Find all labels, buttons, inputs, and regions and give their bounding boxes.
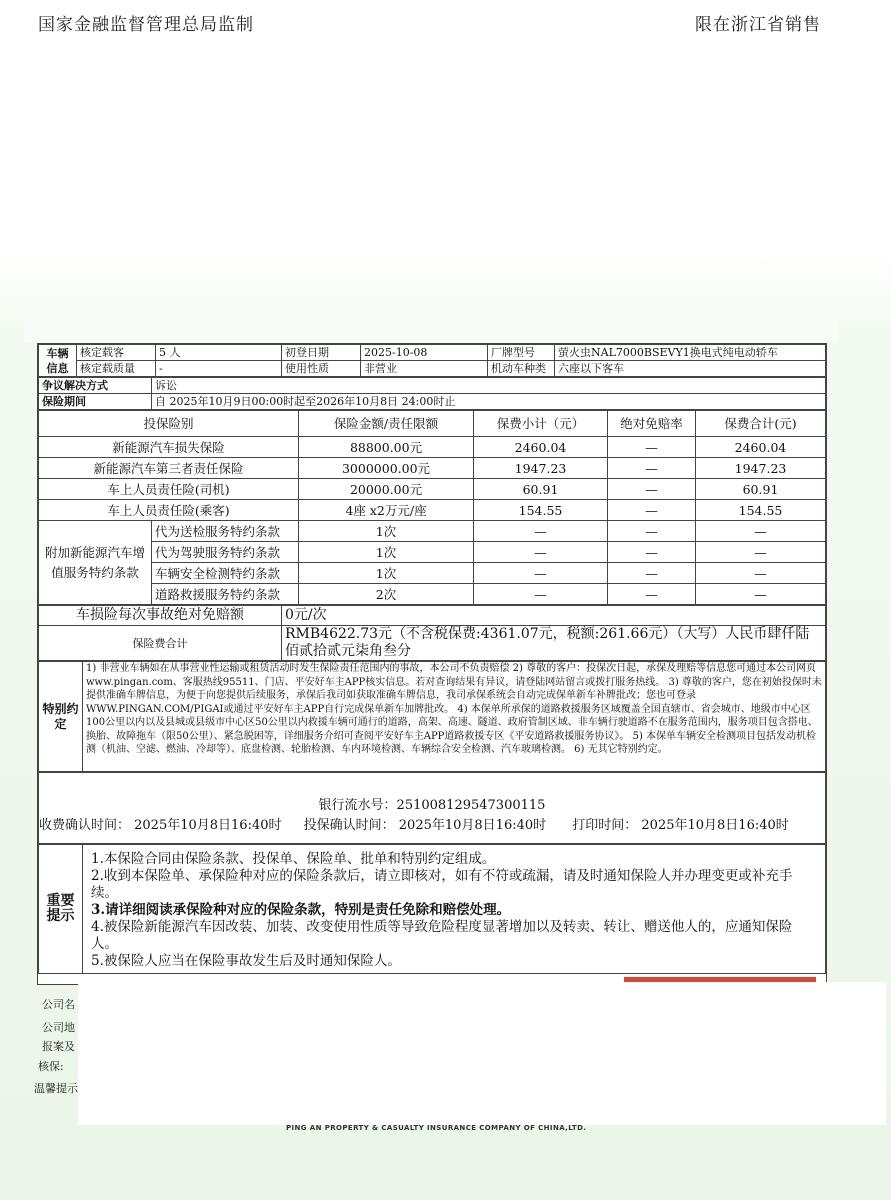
coverage-name: 新能源汽车损失保险 <box>39 437 299 458</box>
coverage-amount: 20000.00元 <box>299 479 474 500</box>
header-supervisor: 国家金融监督管理总局监制 <box>38 15 254 35</box>
coverage-deductible: — <box>608 458 696 479</box>
coverage-name: 新能源汽车第三者责任保险 <box>39 458 299 479</box>
vehicle-type-key: 机动车种类 <box>488 361 555 377</box>
reg-date-value: 2025-10-08 <box>361 345 488 361</box>
reg-date-key: 初登日期 <box>282 345 361 361</box>
addon-total: — <box>696 584 826 605</box>
company-address-label: 公司地 <box>42 1021 75 1034</box>
addon-subtotal: — <box>474 542 608 563</box>
special-text: 1) 非营业车辆如在从事营业性运输或租赁活动时发生保险责任范围内的事故，本公司不负责赔偿 2) 尊敬的客户：投保次日起，承保及理赔等信息您可通过本公司网页www.pingan.com、客服热线95511、门店、平安好车主APP核实信息。若对查询结果有异议，请登陆网站留言或拨打服务热线。 3) 尊敬的客户，您在初始投保时未提供准确车牌信息，为便于向您提供后续服务，承保后我司如获取准确车牌信息，我司承保系统会自动完成保单新车补牌批改；您也可登录WWW.PINGAN.COM/PIGAI或通过平安好车主APP自行完成保单新车加牌批改。 4) 本保单所承保的道路救援服务区域覆盖全国直辖市、省会城市、地级市中心区100公里以内以及县城或县级市中心区50公里以内救援车辆可通行的道路，高架、高速、隧道、政府管制区域、非车辆行驶道路不在服务范围内，服务项目包含搭电、换胎、故障拖车（限50公里）、紧急脱困等，详细服务介绍可查阅平安好车主APP道路救援专区《平安道路救援服务协议》。 5) 本保单车辆安全检测项目包括发动机检测（机油、空滤、燃油、冷却等）、底盘检测、轮胎检测、车内环境检测、车辆综合安全检测、汽车玻璃检测。 6) 无其它特别约定。 <box>83 662 826 772</box>
model-value: 萤火虫NAL7000BSEVY1换电式纯电动轿车 <box>555 345 826 361</box>
seats-key: 核定载客 <box>77 345 156 361</box>
notice-item: 4.被保险新能源汽车因改装、加装、改变使用性质等导致危险程度显著增加以及转卖、转让、赠送他人的，应通知保险人。 <box>91 919 793 952</box>
notice-item: 2.收到本保险单、承保险种对应的保险条款后，请立即核对，如有不符或疏漏，请及时通知保险人并办理变更或补充手续。 <box>91 868 793 901</box>
coverage-total: 2460.04 <box>696 437 826 458</box>
coverage-header-type: 投保险别 <box>39 411 299 437</box>
coverage-name: 车上人员责任险(乘客) <box>39 500 299 521</box>
vehicle-type-value: 六座以下客车 <box>555 361 826 377</box>
coverage-table <box>38 410 826 605</box>
coverage-header-amount: 保险金额/责任限额 <box>299 411 474 437</box>
notice-table <box>38 844 826 974</box>
usage-key: 使用性质 <box>282 361 361 377</box>
addon-label: 附加新能源汽车增值服务特约条款 <box>39 521 152 605</box>
deductible-table <box>38 605 826 661</box>
coverage-deductible: — <box>608 479 696 500</box>
special-label: 特别约定 <box>39 662 83 772</box>
redaction-box <box>78 982 886 1125</box>
deductible-label: 车损险每次事故绝对免赔额 <box>39 606 282 626</box>
seats-value: 5 人 <box>156 345 282 361</box>
coverage-header-subtotal: 保费小计（元） <box>474 411 608 437</box>
top-band <box>24 295 838 343</box>
coverage-total: 1947.23 <box>696 458 826 479</box>
underwriting-label: 核保: <box>38 1060 64 1073</box>
load-value: - <box>156 361 282 377</box>
addon-name: 代为送检服务特约条款 <box>152 521 299 542</box>
vehicle-table <box>38 344 826 377</box>
vehicle-section-label: 车辆信息 <box>39 345 77 377</box>
model-key: 厂牌型号 <box>488 345 555 361</box>
coverage-total: 60.91 <box>696 479 826 500</box>
coverage-name: 车上人员责任险(司机) <box>39 479 299 500</box>
coverage-subtotal: 154.55 <box>474 500 608 521</box>
report-label: 报案及 <box>42 1040 75 1053</box>
dispute-label: 争议解决方式 <box>39 378 152 394</box>
addon-deductible: — <box>608 521 696 542</box>
addon-name: 代为驾驶服务特约条款 <box>152 542 299 563</box>
coverage-amount: 88800.00元 <box>299 437 474 458</box>
company-english-name: PING AN PROPERTY & CASUALTY INSURANCE COMPANY OF CHINA,LTD. <box>286 1124 587 1132</box>
coverage-header-total: 保费合计(元) <box>696 411 826 437</box>
addon-subtotal: — <box>474 521 608 542</box>
addon-amount: 1次 <box>299 563 474 584</box>
coverage-subtotal: 1947.23 <box>474 458 608 479</box>
coverage-deductible: — <box>608 500 696 521</box>
addon-total: — <box>696 521 826 542</box>
coverage-total: 154.55 <box>696 500 826 521</box>
notice-item: 5.被保险人应当在保险事故发生后及时通知保险人。 <box>91 953 401 969</box>
bank-serial: 银行流水号：251008129547300115 <box>318 798 546 813</box>
addon-name: 道路救援服务特约条款 <box>152 584 299 605</box>
coverage-deductible: — <box>608 437 696 458</box>
usage-value: 非营业 <box>361 361 488 377</box>
premium-total-label: 保险费合计 <box>39 626 282 661</box>
coverage-subtotal: 60.91 <box>474 479 608 500</box>
addon-amount: 1次 <box>299 542 474 563</box>
special-table <box>38 661 826 772</box>
addon-deductible: — <box>608 584 696 605</box>
dispute-period-table <box>38 377 826 410</box>
header-region: 限在浙江省销售 <box>695 15 821 35</box>
addon-subtotal: — <box>474 584 608 605</box>
dispute-value: 诉讼 <box>152 378 826 394</box>
notice-item-emphasis: 3.请详细阅读承保险种对应的保险条款，特别是责任免除和赔偿处理。 <box>91 902 511 918</box>
addon-total: — <box>696 563 826 584</box>
notice-item: 1.本保险合同由保险条款、投保单、保险单、批单和特别约定组成。 <box>91 851 496 867</box>
premium-total-value: RMB4622.73元（不含税保费:4361.07元，税额:261.66元）（大写）人民币肆仟陆佰贰拾贰元柒角叁分 <box>282 626 826 661</box>
apply-confirm-time: 投保确认时间： 2025年10月8日16:40时 <box>303 818 547 833</box>
coverage-amount: 4座 x2万元/座 <box>299 500 474 521</box>
addon-total: — <box>696 542 826 563</box>
coverage-subtotal: 2460.04 <box>474 437 608 458</box>
payment-cell <box>39 773 826 844</box>
load-key: 核定载质量 <box>77 361 156 377</box>
notice-label: 重要提示 <box>39 845 83 974</box>
company-name-label: 公司名 <box>42 998 75 1011</box>
payment-table <box>38 772 826 844</box>
addon-deductible: — <box>608 542 696 563</box>
addon-deductible: — <box>608 563 696 584</box>
addon-subtotal: — <box>474 563 608 584</box>
deductible-value: 0元/次 <box>282 606 826 626</box>
coverage-amount: 3000000.00元 <box>299 458 474 479</box>
coverage-header-deductible: 绝对免赔率 <box>608 411 696 437</box>
addon-name: 车辆安全检测特约条款 <box>152 563 299 584</box>
charge-confirm-time: 收费确认时间： 2025年10月8日16:40时 <box>39 818 282 833</box>
addon-amount: 2次 <box>299 584 474 605</box>
period-label: 保险期间 <box>39 394 152 410</box>
print-time: 打印时间： 2025年10月8日16:40时 <box>572 818 789 833</box>
policy-document <box>37 343 827 985</box>
warm-tip-label: 温馨提示 <box>34 1082 78 1095</box>
addon-amount: 1次 <box>299 521 474 542</box>
period-value: 自 2025年10月9日00:00时起至2026年10月8日 24:00时止 <box>152 394 826 410</box>
